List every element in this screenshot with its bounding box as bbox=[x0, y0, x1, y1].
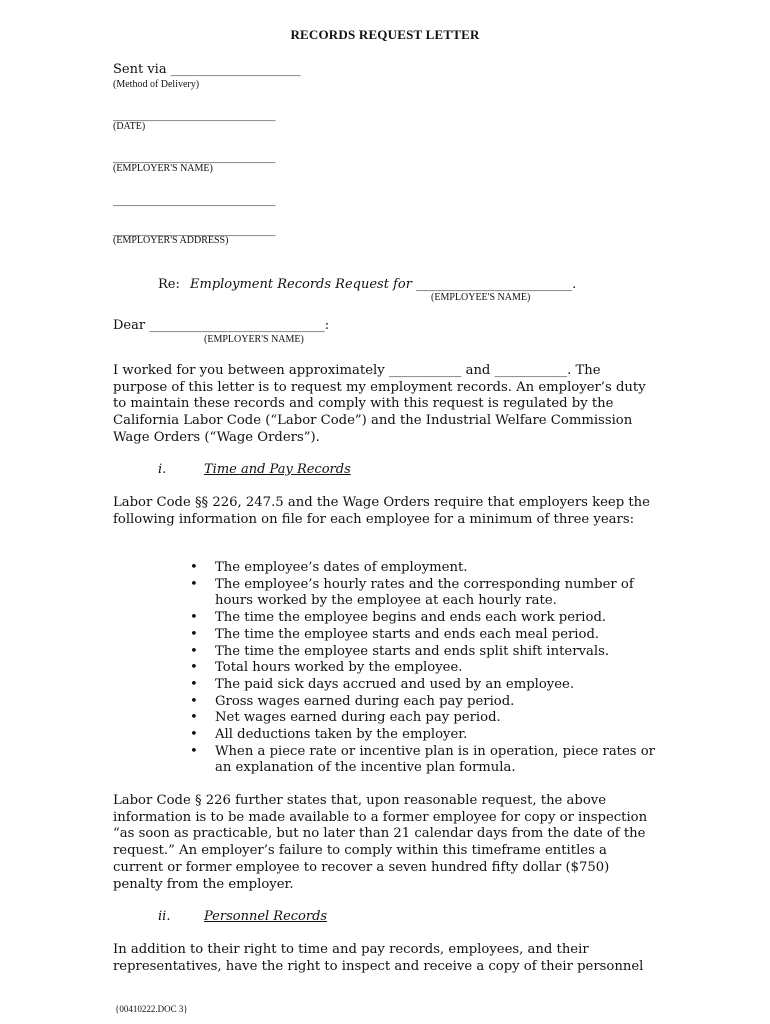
date-caption: (DATE) bbox=[113, 121, 146, 132]
list-item: • Net wages earned during each pay period. bbox=[190, 710, 501, 726]
document-footer-code: {00410222.DOC 3} bbox=[115, 1004, 188, 1014]
section-1-paragraph: Labor Code §§ 226, 247.5 and the Wage Orders require that employers keep the following information on file for each employee for a minimum of three years: bbox=[113, 495, 650, 527]
re-blank: ________________________. bbox=[416, 277, 577, 292]
address-blank-1: _________________________ bbox=[113, 192, 276, 207]
list-item: • The employee’s hourly rates and the corresponding number of hours worked by the employee at each hourly rate. bbox=[190, 576, 634, 609]
salutation: Dear ___________________________: bbox=[113, 318, 330, 333]
section-1-followup: Labor Code § 226 further states that, upon reasonable request, the above information is to be made available to a former employee for copy or inspection “as soon as practicable, but no later than 21 calendar days from the date of the request.” An employer’s failure to comply within this timeframe entitles a current or former employee to recover a seven hundred fifty dollar ($750) penalty from the employer. bbox=[113, 793, 648, 892]
list-item: • The time the employee starts and ends each meal period. bbox=[190, 626, 600, 642]
bullet-dot: • bbox=[190, 610, 198, 626]
intro-paragraph: I worked for you between approximately ___________ and ___________. The purpose of this letter is to request my employment records. An employer’s duty to maintain these records and comply with this request is regulated by the California Labor Code (“Labor Code”) and the Industrial Welfare Commission Wage Orders (“Wage Orders”). bbox=[113, 363, 646, 445]
bullet-dot: • bbox=[190, 727, 198, 743]
bullet-dot: • bbox=[190, 643, 198, 659]
bullet-dot: • bbox=[190, 626, 198, 642]
address-caption: (EMPLOYER'S ADDRESS) bbox=[113, 235, 229, 246]
list-item: • The time the employee starts and ends split shift intervals. bbox=[190, 643, 610, 659]
list-item: • All deductions taken by the employer. bbox=[190, 727, 468, 743]
section-1-heading: Time and Pay Records bbox=[204, 462, 351, 477]
re-line bbox=[158, 277, 576, 292]
list-item: • The employee’s dates of employment. bbox=[190, 560, 468, 575]
section-2-heading: Personnel Records bbox=[204, 909, 328, 924]
bullet-dot: • bbox=[190, 660, 198, 676]
list-item: • The paid sick days accrued and used by an employee. bbox=[190, 676, 575, 692]
date-blank: _________________________ bbox=[113, 107, 276, 122]
bullet-dot: • bbox=[190, 560, 198, 575]
list-item: • Gross wages earned during each pay period. bbox=[190, 693, 515, 709]
records-bullet-list bbox=[190, 560, 660, 777]
section-2-paragraph: In addition to their right to time and pay records, employees, and their representatives, have the right to inspect and receive a copy of their personnel bbox=[113, 942, 644, 974]
section-2-numeral: ii. bbox=[158, 909, 171, 924]
section-1-numeral: i. bbox=[158, 462, 167, 477]
salutation-caption: (EMPLOYER'S NAME) bbox=[204, 334, 304, 345]
document-title: RECORDS REQUEST LETTER bbox=[290, 27, 480, 42]
list-item: • Total hours worked by the employee. bbox=[190, 660, 463, 676]
employee-name-caption: (EMPLOYEE'S NAME) bbox=[431, 292, 531, 303]
bullet-dot: • bbox=[190, 693, 198, 709]
list-item: • When a piece rate or incentive plan is in operation, piece rates or an explanation of the incentive plan formula. bbox=[190, 743, 655, 776]
bullet-dot: • bbox=[190, 710, 198, 726]
list-item: • The time the employee begins and ends each work period. bbox=[190, 610, 607, 626]
re-label: Re: bbox=[158, 277, 180, 292]
re-subject: Employment Records Request for bbox=[190, 277, 412, 292]
sent-via-line: Sent via ____________________ bbox=[113, 62, 301, 77]
employer-name-blank: _________________________ bbox=[113, 149, 276, 164]
employer-name-caption: (EMPLOYER'S NAME) bbox=[113, 163, 213, 174]
address-blank-2: _________________________ bbox=[113, 222, 276, 237]
bullet-dot: • bbox=[190, 743, 198, 759]
method-caption: (Method of Delivery) bbox=[113, 79, 200, 90]
bullet-dot: • bbox=[190, 576, 198, 592]
bullet-dot: • bbox=[190, 676, 198, 692]
